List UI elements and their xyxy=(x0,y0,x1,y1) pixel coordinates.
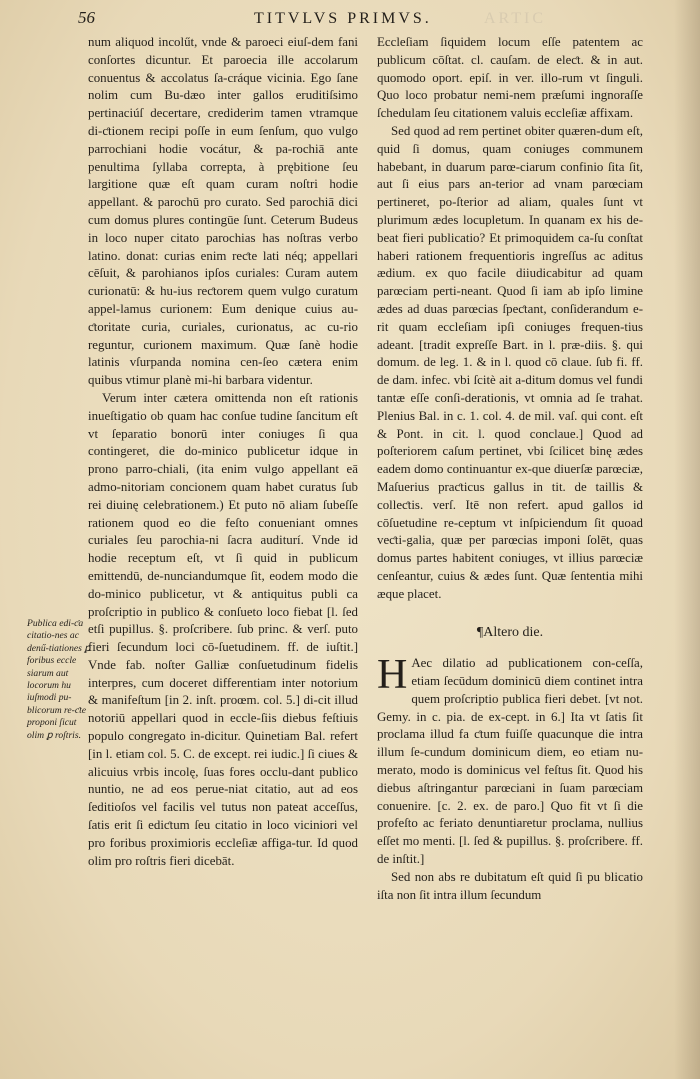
dropcap-paragraph-text: Aec dilatio ad publicationem con-ceſſa, etiam ſecūdum dominicū diem continet intra quem proſcriptio publica fieri debet. [vt not. Gemy. in c. pia. de ex-cept. in 6.] Ita vt ſatis ſit proclama illud fa ƈtum fuiſſe quacunque die intra illum ſe-cundum dominicum diem, eo etiam nu-merato, modo is dominicus vel feſtus ſit. Quod his diebus aſtringantur parœciani in ſuam parœciam conuenire. [c. 2. ex. de paro.] Quo fit vt ſi die profeſto ac feriato denuntiaretur proclama, nullius eſſet mo menti. [l. ſed & pupillus. §. proſcribere. ff. de inſtit.] xyxy=(377,656,643,867)
right-paragraph-2: Sed quod ad rem pertinet obiter quæren-dum eſt, quid ſi domus, quam coniuges communem habebant, in duarum parœ-ciarum confinio ſita ſit, aut ſi eius pars an-terior ad vnam parœciam pertineret, po-ſterior ad aliam, quales ſunt vt plurimum ædes locupletum. In quanam ex his de-beat fieri publicatio? Et primoquidem ca-ſu conſtat haberi rationem frequentioris ingreſſus ac aditus ædium. ex quo facile diiudicabitur ad quam parœciam perti-neant. Quod ſi iam ab ipſo limine ædes ad duas parœcias ſpeƈtant, conſiderandum e-rit quam eccleſiam ipſi coniuges frequen-tius adeant. [tradit expreſſe Bart. in l. præ-diis. §. qui domum. de leg. 1. & in l. quod cō claue. ſub fi. ff. de dam. infec. vbi ſcitè ait a-ditum domus vel fundi tantæ eſſe conſi-derationis, vt omnia ad ſe trahat. Plenius Bal. in c. 1. col. 4. de mil. vaſ. qui cont. eſt & Pont. in cit. l. quod conclaue.] Quod ad poſteriorem caſum pertinet, vbi ſcilicet binę ædes eadem domo continuantur ex-que diuerſæ parœciæ, Maſuerius praƈticus gallus in tit. de taillis & colleƈtis. verſ. Itē non refert. apud gallos id cōſuetudine re-ceptum vt inſpiciendum ſit quoad veƈti-galia, quæ per parœcias imponi ſolēt, quas domus partes habitent coniuges, vt illius parœciæ cenſeantur, cuius & ædes ſunt. Quæ ſententia mihi æque placet. xyxy=(377,123,643,601)
left-paragraph-1: num aliquod incolűt, vnde & paroeci eiuſ-dem fani conſortes dicuntur. Et paroecia ille accolarum conuentus & accolatus ſa-cráque vicinia. Ego ſane nolim cum Bu-dæo inter gallos eruditiſsimo pertinaciúſ decertare, crediderim tamen vtramque di-ƈtionem recipi poſſe in eum ſenſum, quo vulgo parrochiani hodie vocátur, & pa-rochiā ante penultima ſyllaba correpta, à prębitione ſeu largitione quæ eſt quam curam noſtri hodie appellant. & parochū pro curato. Sed parochiā dici cum domus plures contingūe ſunt. Ceterum Budeus in loco nuper citato parochias has noſtras verbo latino. donat: curias enim reƈte lati néq; appellari cēſuit, & parohianos ipſos curiales: Curam autem curionatū: & hu-ius reƈtorem quem vulgo curatum appel-lamus curionem: Eum denique cuius au-ƈtoritate curia, curiales, curionatus, ac cu-rio reguntur, curionem maximum. Quæ ſanè hodie latinis vſurpanda nomina cen-ſeo cætera enim quibus vtimur planè mi-hi barbara videntur. xyxy=(88,35,358,388)
right-paragraph-4: Sed non abs re dubitatum eſt quid ſi pu blicatio iſta non ſit intra illum ſecundum xyxy=(377,869,643,902)
bleed-through-text: ARTIC xyxy=(484,10,547,27)
section-heading: ¶Altero die. xyxy=(476,624,544,640)
running-title: TITVLVS PRIMVS. xyxy=(254,10,432,27)
page-edge-shadow xyxy=(674,0,700,1079)
page-number: 56 xyxy=(78,8,95,27)
right-column xyxy=(377,34,643,904)
dropcap-paragraph xyxy=(377,652,643,869)
dropcap-letter: H xyxy=(377,652,408,699)
left-column xyxy=(88,34,358,870)
left-paragraph-2: Verum inter cætera omittenda non eſt rationis inueſtigatio ob quam hac conſue tudine ſancitum eſt vt ſeparatio bonorū inter coniuges ſi qua contingeret, die do-minico publicetur idque in prono parro-chiali, (ita enim vulgo appellant eā admo-nitoriam concionem quam habet curatus ſub rei diuinę celebrationem.) Et puto nō aliam ſubeſſe rationem quod eo die feſto conueniant omnes curiales ſeu parochia-ni ſacra auditurí. Vnde id hodie receptum eſt, vt ſi quid in publicum emittendū, de-nunciandumque ſit, eodem modo die do-minico publicetur, vt & antiquitus publi ca proſcriptio in publico & conſueto loco fiebat [l. ſed etſi pupillus. §. proſcribere. ſub princ. & verſ. puto fieri ſecundum loci cō-ſuetudinem. ff. de iuſtit.] Vnde fab. noſter Galliæ conſuetudinum fidelis interpres, cum doceret differentiam inter notorium & manifeſtum [in 2. inſt. proœm. col. 5.] di-cit illud notoriū appellari quod in eccle-ſiis diebus feſtiuis populo congregato in-dicitur. Quinetiam Bal. refert [in l. etiam col. 5. C. de except. rei iudic.] ſi ciues & alicuius vrbis incolę, ſuas fores occlu-dant publico nuntio, ne ad eos perue-niat citatio, aut ad eos ſeditioſos vel facilis vel tutus non pateat acceſſus, ſatis erit ſi ediƈtum ſeu citatio in loco viciniori vel pro foribus proximioris eccleſiæ affiga-tur. Id quod olim pro roſtris fieri dicebāt. xyxy=(88,390,358,868)
right-paragraph-1: Eccleſiam ſiquidem locum eſſe patentem ac publicum cōſtat. cl. cauſam. de eleƈt. & in aut. quomodo oport. epiſ. in ver. illo-rum vt ſinguli. Quo loco probatur nemi-nem præſumi ingnoraſſe ſchedulam ſeu citationem valuis eccleſiæ affixam. xyxy=(377,35,643,121)
page-header xyxy=(0,6,700,30)
margin-note: Publica edi-ƈa citatio-nes ac denű-tiationes ꝑ foribus eccle siarum aut locorum hu iuſmodi pu-blicorum re-ƈte proponi ſicut olim ꝑ roſtris. xyxy=(27,618,91,741)
